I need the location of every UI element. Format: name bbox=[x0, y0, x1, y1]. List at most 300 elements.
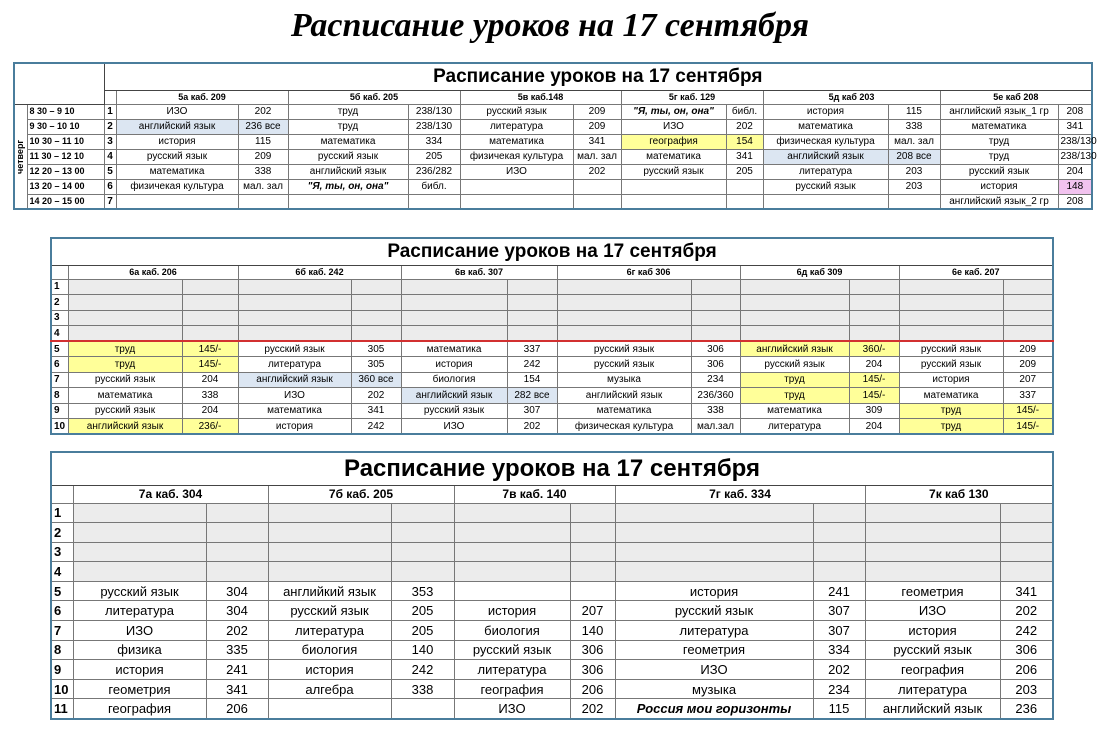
table-row bbox=[51, 660, 1053, 680]
room-cell bbox=[1000, 503, 1053, 523]
room-cell: 202 bbox=[507, 419, 557, 435]
room-cell: 335 bbox=[206, 640, 268, 660]
subject-cell: математика bbox=[460, 134, 573, 149]
subject-cell: русский язык bbox=[454, 640, 570, 660]
room-cell bbox=[1003, 310, 1053, 326]
room-cell: 341 bbox=[206, 679, 268, 699]
subject-cell: алгебра bbox=[268, 679, 391, 699]
subject-cell bbox=[68, 326, 182, 342]
lesson-time: 12 20 – 13 00 bbox=[27, 164, 104, 179]
class-header: 6е каб. 207 bbox=[899, 265, 1053, 279]
room-cell bbox=[238, 194, 288, 209]
room-cell bbox=[391, 503, 454, 523]
subject-cell bbox=[740, 279, 849, 295]
room-cell: 205 bbox=[391, 601, 454, 621]
subject-cell: история bbox=[73, 660, 206, 680]
table-row bbox=[51, 542, 1053, 562]
room-cell bbox=[1000, 562, 1053, 582]
subject-cell: ИЗО bbox=[116, 104, 238, 119]
room-cell: 334 bbox=[813, 640, 865, 660]
subject-cell: русский язык bbox=[740, 357, 849, 373]
room-cell bbox=[813, 542, 865, 562]
subject-cell: история bbox=[899, 372, 1003, 388]
room-cell: 148 bbox=[1058, 179, 1092, 194]
schedule-table-grade5 bbox=[13, 62, 1097, 210]
lesson-number: 7 bbox=[51, 621, 73, 641]
subject-cell: литература bbox=[763, 164, 888, 179]
table-row bbox=[51, 523, 1053, 543]
subject-cell: Россия мои горизонты bbox=[615, 699, 813, 719]
class-header: 7а каб. 304 bbox=[73, 485, 268, 503]
subject-cell: музыка bbox=[615, 679, 813, 699]
table-row bbox=[14, 104, 1092, 119]
lesson-time: 14 20 – 15 00 bbox=[27, 194, 104, 209]
room-cell bbox=[1000, 523, 1053, 543]
room-cell: 341 bbox=[726, 149, 763, 164]
table-row bbox=[51, 562, 1053, 582]
room-cell bbox=[182, 295, 238, 311]
room-cell: 209 bbox=[238, 149, 288, 164]
subject-cell bbox=[557, 326, 691, 342]
lesson-number: 1 bbox=[51, 279, 68, 295]
room-cell bbox=[691, 326, 740, 342]
subject-cell: музыка bbox=[557, 372, 691, 388]
room-cell bbox=[813, 562, 865, 582]
room-cell bbox=[408, 194, 460, 209]
lesson-time: 10 30 – 11 10 bbox=[27, 134, 104, 149]
subject-cell: английкий язык bbox=[268, 581, 391, 601]
subject-cell bbox=[68, 310, 182, 326]
subject-cell: физическая культура bbox=[557, 419, 691, 435]
subject-cell bbox=[73, 542, 206, 562]
subject-cell bbox=[460, 194, 573, 209]
subject-cell: труд bbox=[940, 149, 1058, 164]
class-header: 7к каб 130 bbox=[865, 485, 1053, 503]
lesson-number: 3 bbox=[104, 134, 116, 149]
subject-cell bbox=[68, 295, 182, 311]
subject-cell: ИЗО bbox=[460, 164, 573, 179]
room-cell: 202 bbox=[570, 699, 615, 719]
room-cell bbox=[391, 542, 454, 562]
subject-cell: английский язык bbox=[116, 119, 238, 134]
room-cell: 307 bbox=[813, 601, 865, 621]
schedule-table-grade7 bbox=[50, 451, 1054, 720]
schedule-table-grade6 bbox=[50, 237, 1054, 435]
table-title: Расписание уроков на 17 сентября bbox=[51, 452, 1053, 485]
room-cell bbox=[813, 503, 865, 523]
room-cell bbox=[391, 699, 454, 719]
subject-cell: русский язык bbox=[268, 601, 391, 621]
room-cell: 306 bbox=[1000, 640, 1053, 660]
lesson-number: 2 bbox=[51, 295, 68, 311]
room-cell: 209 bbox=[573, 104, 621, 119]
subject-cell: география bbox=[865, 660, 1000, 680]
subject-cell bbox=[865, 503, 1000, 523]
subject-cell: литература bbox=[73, 601, 206, 621]
room-cell: 209 bbox=[1003, 357, 1053, 373]
subject-cell bbox=[68, 279, 182, 295]
subject-cell: русский язык bbox=[621, 164, 726, 179]
room-cell: 236 bbox=[1000, 699, 1053, 719]
subject-cell: русский язык bbox=[238, 341, 351, 357]
room-cell: 338 bbox=[888, 119, 940, 134]
table-row bbox=[14, 119, 1092, 134]
lesson-number: 8 bbox=[51, 640, 73, 660]
room-cell: 208 все bbox=[888, 149, 940, 164]
subject-cell: труд bbox=[68, 357, 182, 373]
table-row bbox=[51, 279, 1053, 295]
subject-cell bbox=[615, 523, 813, 543]
room-cell bbox=[570, 542, 615, 562]
subject-cell bbox=[268, 542, 391, 562]
subject-cell: ИЗО bbox=[454, 699, 570, 719]
subject-cell: английский язык bbox=[763, 149, 888, 164]
table-title: Расписание уроков на 17 сентября bbox=[104, 63, 1092, 90]
room-cell bbox=[507, 295, 557, 311]
corner-cell bbox=[14, 63, 104, 104]
subject-cell: биология bbox=[454, 621, 570, 641]
subject-cell: русский язык bbox=[940, 164, 1058, 179]
room-cell: 305 bbox=[351, 357, 401, 373]
subject-cell bbox=[401, 310, 507, 326]
subject-cell bbox=[621, 179, 726, 194]
subject-cell bbox=[557, 295, 691, 311]
lesson-number: 9 bbox=[51, 403, 68, 419]
subject-cell: труд bbox=[940, 134, 1058, 149]
subject-cell: литература bbox=[268, 621, 391, 641]
room-cell: 337 bbox=[507, 341, 557, 357]
room-cell: 309 bbox=[849, 403, 899, 419]
room-cell: 307 bbox=[813, 621, 865, 641]
subject-cell bbox=[740, 295, 849, 311]
subject-cell bbox=[73, 523, 206, 543]
room-cell: 236/- bbox=[182, 419, 238, 435]
lesson-number: 3 bbox=[51, 310, 68, 326]
subject-cell: история bbox=[615, 581, 813, 601]
room-cell: мал.зал bbox=[691, 419, 740, 435]
room-cell: 238/130 bbox=[408, 119, 460, 134]
table-row bbox=[51, 403, 1053, 419]
class-header: 5а каб. 209 bbox=[116, 90, 288, 104]
room-cell: 205 bbox=[726, 164, 763, 179]
room-cell: 203 bbox=[888, 164, 940, 179]
room-cell: 206 bbox=[570, 679, 615, 699]
lesson-number: 4 bbox=[51, 562, 73, 582]
room-cell: 154 bbox=[507, 372, 557, 388]
subject-cell: русский язык bbox=[401, 403, 507, 419]
subject-cell: математика bbox=[740, 403, 849, 419]
subject-cell: труд bbox=[740, 372, 849, 388]
subject-cell: литература bbox=[740, 419, 849, 435]
lesson-number: 6 bbox=[51, 601, 73, 621]
room-cell: 306 bbox=[570, 640, 615, 660]
class-header: 5б каб. 205 bbox=[288, 90, 460, 104]
class-header: 5е каб 208 bbox=[940, 90, 1092, 104]
table-row bbox=[51, 601, 1053, 621]
room-cell bbox=[691, 295, 740, 311]
subject-cell: русский язык bbox=[68, 403, 182, 419]
subject-cell: геометрия bbox=[615, 640, 813, 660]
room-cell bbox=[570, 581, 615, 601]
subject-cell: математика bbox=[621, 149, 726, 164]
subject-cell: русский язык bbox=[557, 341, 691, 357]
subject-cell: русский язык bbox=[615, 601, 813, 621]
subject-cell: ИЗО bbox=[615, 660, 813, 680]
subject-cell: физичекая культура bbox=[116, 179, 238, 194]
subject-cell: русский язык bbox=[899, 357, 1003, 373]
room-cell: 304 bbox=[206, 581, 268, 601]
lesson-time: 11 30 – 12 10 bbox=[27, 149, 104, 164]
room-cell: 338 bbox=[182, 388, 238, 404]
subject-cell bbox=[238, 279, 351, 295]
subject-cell bbox=[238, 326, 351, 342]
table-row bbox=[51, 388, 1053, 404]
subject-cell: геометрия bbox=[865, 581, 1000, 601]
room-cell: мал. зал bbox=[238, 179, 288, 194]
room-cell bbox=[182, 279, 238, 295]
lesson-number: 1 bbox=[104, 104, 116, 119]
room-cell: 241 bbox=[813, 581, 865, 601]
room-cell: 209 bbox=[1003, 341, 1053, 357]
subject-cell: ИЗО bbox=[238, 388, 351, 404]
subject-cell bbox=[454, 503, 570, 523]
room-cell: 207 bbox=[1003, 372, 1053, 388]
room-cell bbox=[507, 310, 557, 326]
subject-cell: геометрия bbox=[73, 679, 206, 699]
room-cell: 234 bbox=[813, 679, 865, 699]
room-cell: библ. bbox=[408, 179, 460, 194]
subject-cell bbox=[73, 562, 206, 582]
subject-cell: труд bbox=[899, 403, 1003, 419]
room-cell bbox=[507, 326, 557, 342]
room-cell bbox=[1003, 279, 1053, 295]
subject-cell: история bbox=[940, 179, 1058, 194]
room-cell: 203 bbox=[888, 179, 940, 194]
table-row bbox=[51, 326, 1053, 342]
room-cell: 206 bbox=[1000, 660, 1053, 680]
subject-cell: математика bbox=[899, 388, 1003, 404]
subject-cell: физика bbox=[73, 640, 206, 660]
room-cell bbox=[849, 295, 899, 311]
subject-cell bbox=[763, 194, 888, 209]
table-row bbox=[51, 372, 1053, 388]
room-cell bbox=[813, 523, 865, 543]
room-cell bbox=[570, 523, 615, 543]
room-cell: 207 bbox=[570, 601, 615, 621]
class-header: 6д каб 309 bbox=[740, 265, 899, 279]
room-cell bbox=[726, 179, 763, 194]
room-cell bbox=[206, 562, 268, 582]
table-row bbox=[14, 149, 1092, 164]
subject-cell bbox=[557, 279, 691, 295]
header-blank bbox=[51, 485, 73, 503]
table-row bbox=[51, 341, 1053, 357]
subject-cell: английский язык bbox=[865, 699, 1000, 719]
room-cell: 307 bbox=[507, 403, 557, 419]
subject-cell: русский язык bbox=[865, 640, 1000, 660]
lesson-number: 7 bbox=[51, 372, 68, 388]
room-cell: 282 все bbox=[507, 388, 557, 404]
room-cell bbox=[888, 194, 940, 209]
table-row bbox=[51, 295, 1053, 311]
room-cell bbox=[1000, 542, 1053, 562]
room-cell: 204 bbox=[182, 372, 238, 388]
subject-cell: английский язык bbox=[288, 164, 408, 179]
lesson-number: 8 bbox=[51, 388, 68, 404]
room-cell: 338 bbox=[391, 679, 454, 699]
subject-cell: труд bbox=[68, 341, 182, 357]
table-row bbox=[51, 310, 1053, 326]
subject-cell: русский язык bbox=[557, 357, 691, 373]
class-header: 7б каб. 205 bbox=[268, 485, 454, 503]
subject-cell bbox=[865, 542, 1000, 562]
room-cell bbox=[849, 310, 899, 326]
subject-cell: математика bbox=[557, 403, 691, 419]
subject-cell bbox=[615, 503, 813, 523]
subject-cell bbox=[238, 295, 351, 311]
subject-cell bbox=[615, 562, 813, 582]
room-cell: 305 bbox=[351, 341, 401, 357]
room-cell bbox=[570, 562, 615, 582]
lesson-number: 11 bbox=[51, 699, 73, 719]
room-cell: 304 bbox=[206, 601, 268, 621]
room-cell bbox=[573, 194, 621, 209]
subject-cell: русский язык bbox=[116, 149, 238, 164]
room-cell bbox=[849, 326, 899, 342]
room-cell: 242 bbox=[1000, 621, 1053, 641]
lesson-number: 6 bbox=[104, 179, 116, 194]
room-cell: 242 bbox=[391, 660, 454, 680]
room-cell: мал. зал bbox=[888, 134, 940, 149]
subject-cell: история bbox=[865, 621, 1000, 641]
room-cell: 145/- bbox=[849, 388, 899, 404]
lesson-number: 5 bbox=[51, 341, 68, 357]
subject-cell: труд bbox=[288, 119, 408, 134]
lesson-time: 9 30 – 10 10 bbox=[27, 119, 104, 134]
subject-cell: литература bbox=[865, 679, 1000, 699]
subject-cell bbox=[454, 562, 570, 582]
table-row bbox=[14, 164, 1092, 179]
room-cell: 341 bbox=[1000, 581, 1053, 601]
subject-cell: английский язык_2 гр bbox=[940, 194, 1058, 209]
lesson-number: 7 bbox=[104, 194, 116, 209]
room-cell bbox=[206, 503, 268, 523]
subject-cell bbox=[73, 503, 206, 523]
room-cell: мал. зал bbox=[573, 149, 621, 164]
table-row bbox=[51, 640, 1053, 660]
lesson-number: 2 bbox=[51, 523, 73, 543]
lesson-number: 9 bbox=[51, 660, 73, 680]
subject-cell: труд bbox=[740, 388, 849, 404]
subject-cell: математика bbox=[116, 164, 238, 179]
room-cell: 306 bbox=[691, 341, 740, 357]
room-cell: 202 bbox=[351, 388, 401, 404]
room-cell bbox=[391, 523, 454, 543]
room-cell: 205 bbox=[408, 149, 460, 164]
subject-cell bbox=[557, 310, 691, 326]
room-cell: 238/130 bbox=[408, 104, 460, 119]
subject-cell: русский язык bbox=[460, 104, 573, 119]
room-cell: 115 bbox=[238, 134, 288, 149]
subject-cell bbox=[116, 194, 238, 209]
header-blank bbox=[51, 265, 68, 279]
room-cell bbox=[573, 179, 621, 194]
subject-cell bbox=[740, 310, 849, 326]
table-title: Расписание уроков на 17 сентября bbox=[51, 238, 1053, 265]
subject-cell bbox=[401, 295, 507, 311]
subject-cell bbox=[238, 310, 351, 326]
lesson-number: 10 bbox=[51, 679, 73, 699]
subject-cell bbox=[460, 179, 573, 194]
subject-cell bbox=[899, 326, 1003, 342]
class-header: 6г каб 306 bbox=[557, 265, 740, 279]
subject-cell: математика bbox=[288, 134, 408, 149]
subject-cell bbox=[865, 562, 1000, 582]
class-header: 7г каб. 334 bbox=[615, 485, 865, 503]
subject-cell: география bbox=[73, 699, 206, 719]
room-cell: 202 bbox=[1000, 601, 1053, 621]
table-row bbox=[14, 134, 1092, 149]
subject-cell: литература bbox=[460, 119, 573, 134]
subject-cell bbox=[454, 542, 570, 562]
room-cell bbox=[351, 310, 401, 326]
room-cell: 115 bbox=[813, 699, 865, 719]
room-cell: 202 bbox=[726, 119, 763, 134]
subject-cell: математика bbox=[68, 388, 182, 404]
subject-cell: математика bbox=[401, 341, 507, 357]
room-cell bbox=[1003, 326, 1053, 342]
room-cell bbox=[206, 542, 268, 562]
subject-cell bbox=[899, 279, 1003, 295]
subject-cell: физичекая культура bbox=[460, 149, 573, 164]
lesson-number: 5 bbox=[104, 164, 116, 179]
room-cell: 202 bbox=[238, 104, 288, 119]
room-cell bbox=[206, 523, 268, 543]
room-cell: 353 bbox=[391, 581, 454, 601]
room-cell: 203 bbox=[1000, 679, 1053, 699]
subject-cell: русский язык bbox=[288, 149, 408, 164]
class-header: 7в каб. 140 bbox=[454, 485, 615, 503]
header-blank bbox=[104, 90, 116, 104]
subject-cell: ИЗО bbox=[401, 419, 507, 435]
subject-cell: ИЗО bbox=[865, 601, 1000, 621]
room-cell: 236/360 bbox=[691, 388, 740, 404]
subject-cell bbox=[268, 523, 391, 543]
class-header: 6в каб. 307 bbox=[401, 265, 557, 279]
room-cell bbox=[726, 194, 763, 209]
room-cell: 236 все bbox=[238, 119, 288, 134]
room-cell bbox=[351, 326, 401, 342]
room-cell: 202 bbox=[813, 660, 865, 680]
room-cell: 341 bbox=[1058, 119, 1092, 134]
lesson-number: 4 bbox=[51, 326, 68, 342]
room-cell bbox=[182, 326, 238, 342]
room-cell: 145/- bbox=[849, 372, 899, 388]
room-cell: 205 bbox=[391, 621, 454, 641]
subject-cell: математика bbox=[763, 119, 888, 134]
room-cell: 238/130 bbox=[1058, 134, 1092, 149]
room-cell: 360/- bbox=[849, 341, 899, 357]
lesson-time: 8 30 – 9 10 bbox=[27, 104, 104, 119]
room-cell: 208 bbox=[1058, 194, 1092, 209]
subject-cell bbox=[401, 279, 507, 295]
subject-cell: русский язык bbox=[68, 372, 182, 388]
subject-cell: литература bbox=[454, 660, 570, 680]
room-cell: 242 bbox=[507, 357, 557, 373]
subject-cell bbox=[865, 523, 1000, 543]
subject-cell bbox=[621, 194, 726, 209]
class-header: 5д каб 203 bbox=[763, 90, 940, 104]
